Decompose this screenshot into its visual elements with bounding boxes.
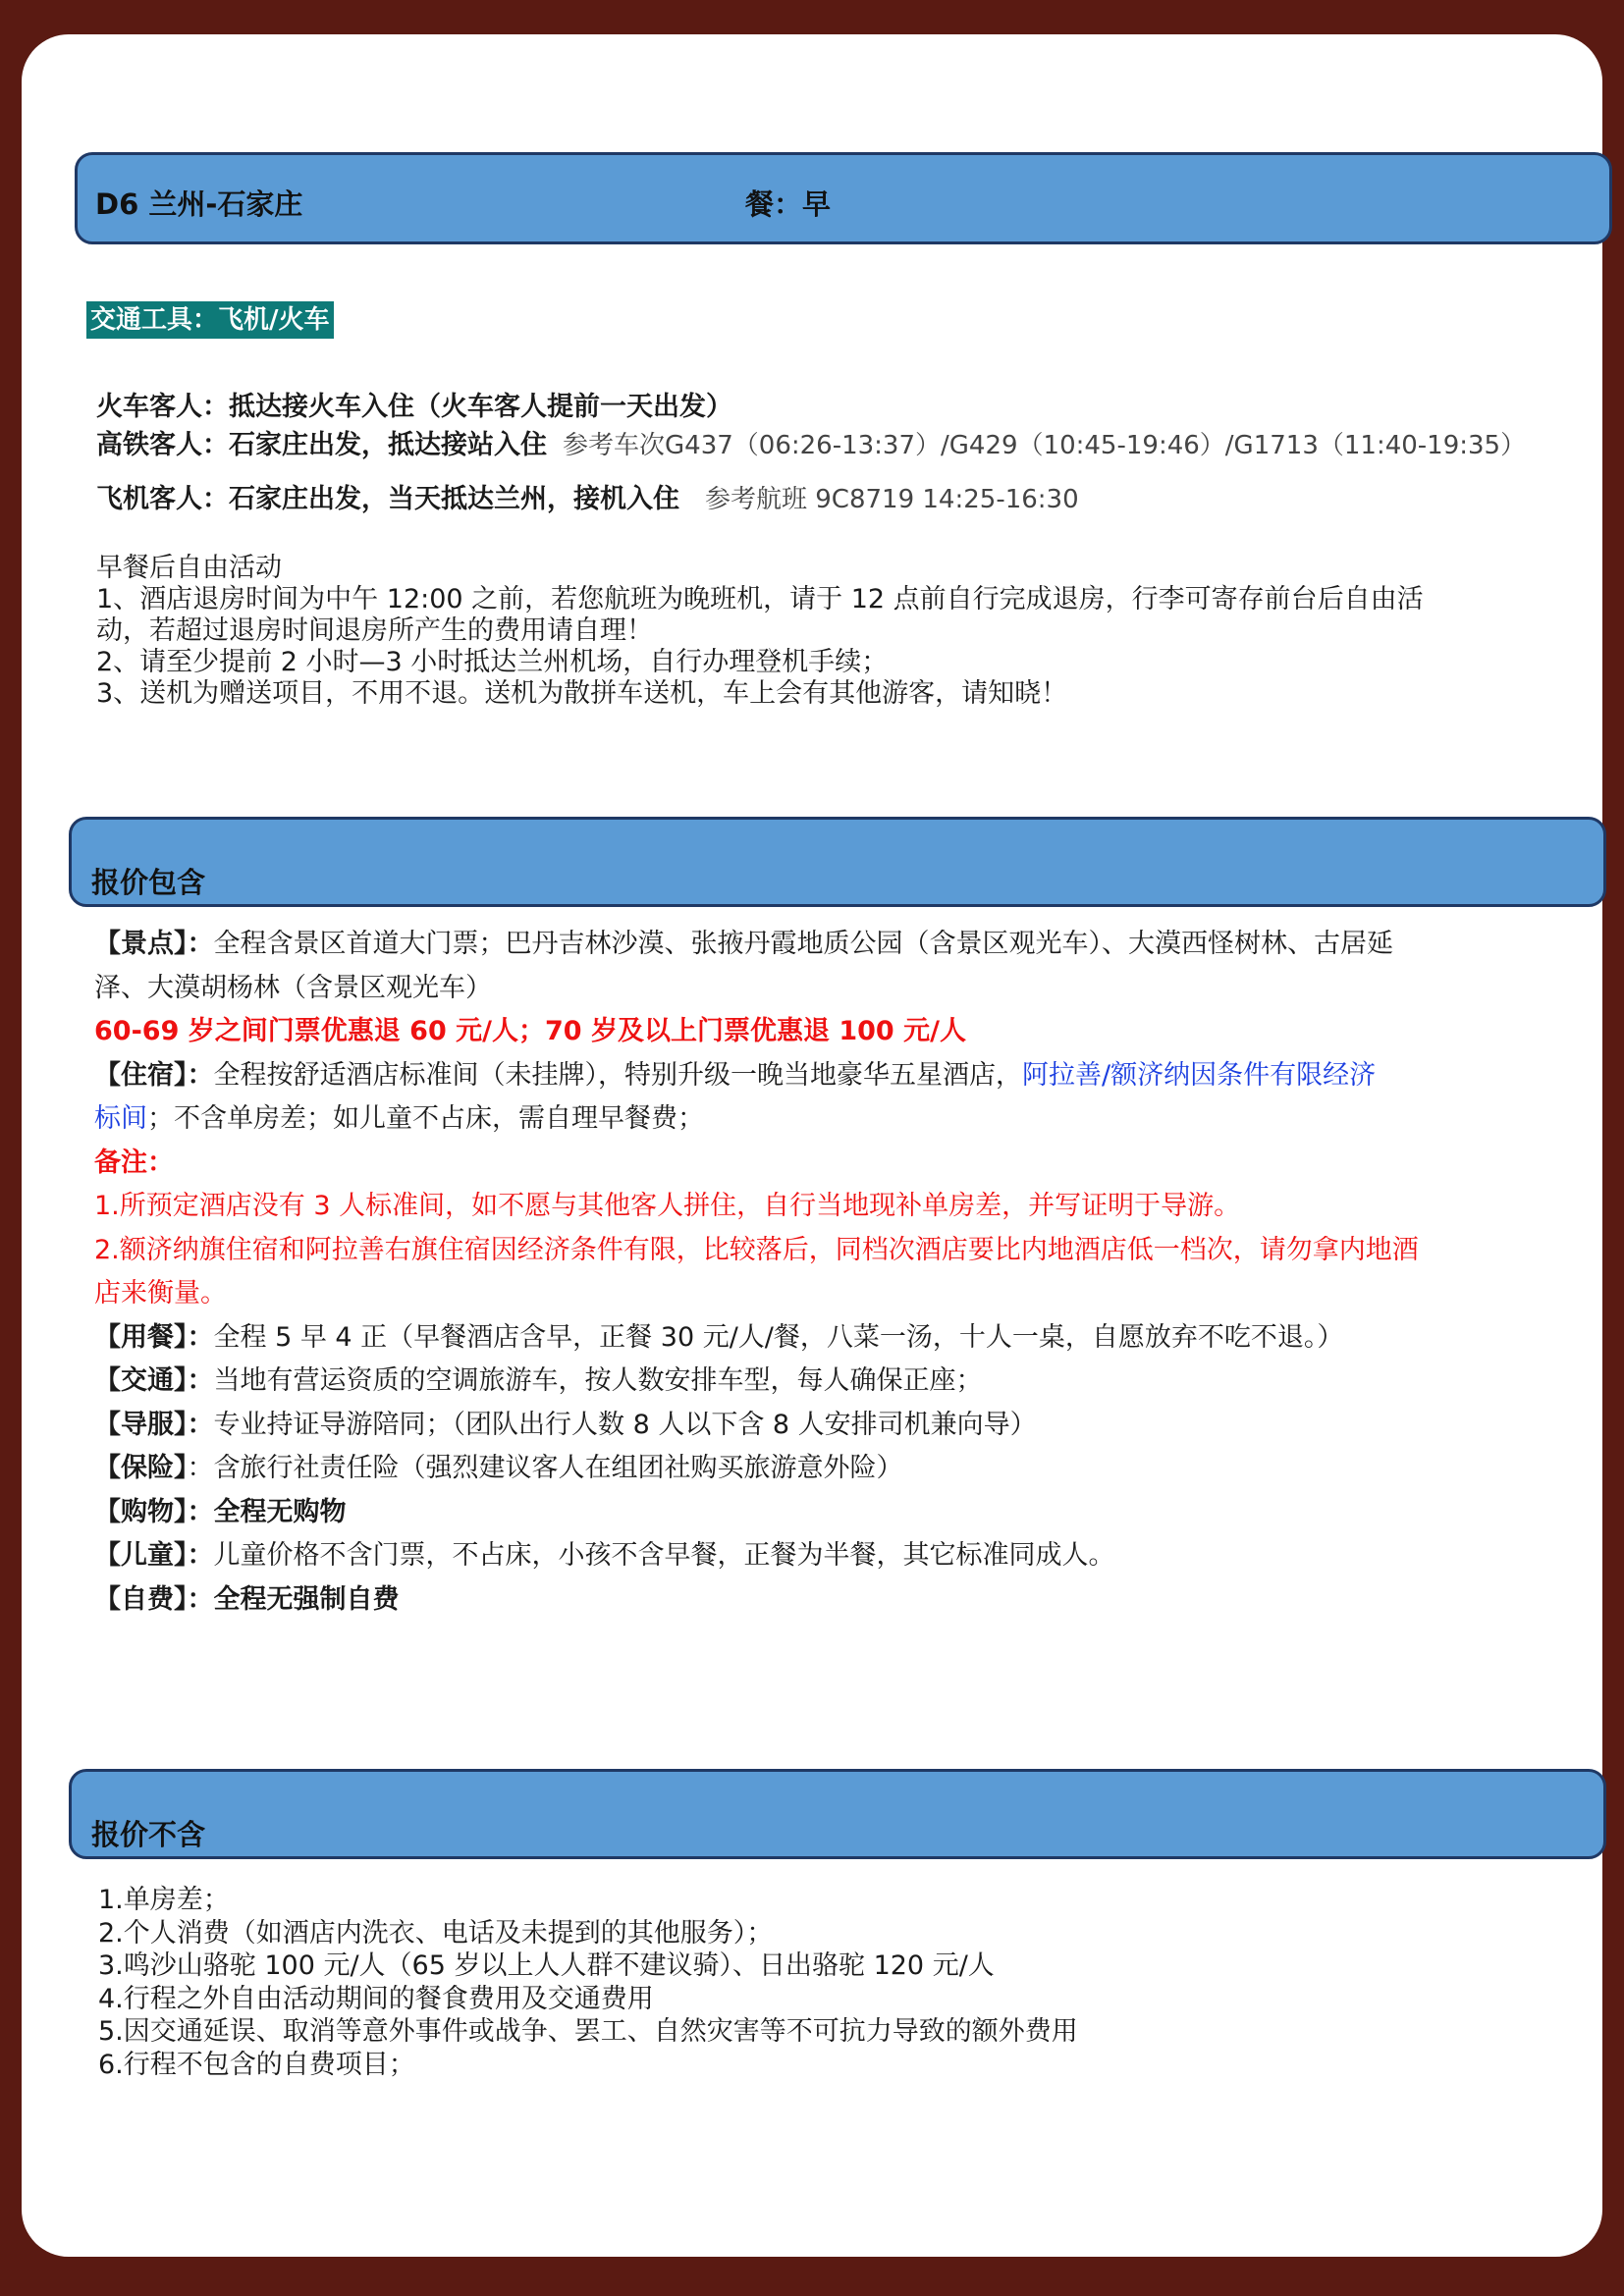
item-selfpay: 【自费】：全程无强制自费: [94, 1583, 400, 1615]
itinerary-page: [22, 34, 1602, 2257]
day-note: 2、请至少提前 2 小时—3 小时抵达兰州机场，自行办理登机手续；: [96, 647, 889, 677]
day-note: 3、送机为赠送项目，不用不退。送机为散拼车送机，车上会有其他游客，请知晓！: [96, 678, 1068, 709]
excludes-title: 报价不含: [91, 1818, 206, 1851]
exclude-item: 1.单房差；: [98, 1885, 230, 1915]
remark-2a: 2.额济纳旗住宿和阿拉善右旗住宿因经济条件有限，比较落后，同档次酒店要比内地酒店低一档次，请勿拿内地酒: [94, 1234, 1419, 1265]
exclude-item: 3.鸣沙山骆驼 100 元/人（65 岁以上人人群不建议骑）、日出骆驼 120 元/人: [98, 1950, 995, 1981]
scenic-line-1: 【景点】：全程含景区首道大门票；巴丹吉林沙漠、张掖丹霞地质公园（含景区观光车）、大漠西怪树林、古居延: [94, 929, 1393, 959]
transport-tag: 交通工具：飞机/火车: [86, 301, 334, 339]
discount-line: 60-69 岁之间门票优惠退 60 元/人；70 岁及以上门票优惠退 100 元/人: [94, 1016, 966, 1046]
excludes-section: [98, 1884, 1078, 2081]
includes-title: 报价包含: [91, 866, 206, 899]
item-transport: 【交通】：当地有营运资质的空调旅游车，按人数安排车型，每人确保正座；: [94, 1365, 983, 1396]
meal-label: 餐：早: [745, 187, 832, 221]
excludes-banner: [69, 1769, 1606, 1859]
lodging-line-2: 标间；不含单房差；如儿童不占床，需自理早餐费；: [94, 1103, 704, 1134]
lodging-line-1: 【住宿】：全程按舒适酒店标准间（未挂牌），特别升级一晚当地豪华五星酒店，阿拉善/额济纳因条件有限经济: [94, 1059, 1377, 1091]
day-note: 早餐后自由活动: [96, 553, 282, 583]
day-banner: [75, 152, 1612, 244]
highspeed-guest-line: 高铁客人：石家庄出发，抵达接站入住 参考车次G437（06:26-13:37）/G429（10:45-19:46）/G1713（11:40-19:35）: [96, 430, 1527, 460]
remark-1: 1.所预定酒店没有 3 人标准间，如不愿与其他客人拼住，自行当地现补单房差，并写证明于导游。: [94, 1191, 1241, 1221]
scenic-line-2: 泽、大漠胡杨林（含景区观光车）: [94, 972, 492, 1003]
day-title: D6 兰州-石家庄: [95, 187, 303, 221]
day-note: 动，若超过退房时间退房所产生的费用请自理！: [96, 615, 653, 646]
exclude-item: 4.行程之外自由活动期间的餐食费用及交通费用: [98, 1983, 654, 2014]
remark-2b: 店来衡量。: [94, 1278, 227, 1308]
day-note: 1、酒店退房时间为中午 12:00 之前，若您航班为晚班机，请于 12 点前自行完成退房，行李可寄存前台后自由活: [96, 584, 1424, 614]
item-children: 【儿童】：儿童价格不含门票，不占床，小孩不含早餐，正餐为半餐，其它标准同成人。: [94, 1540, 1115, 1571]
includes-section: [94, 923, 1419, 1622]
item-insurance: 【保险】：含旅行社责任险（强烈建议客人在组团社购买旅游意外险）: [94, 1453, 903, 1483]
flight-guest-line: 飞机客人：石家庄出发，当天抵达兰州，接机入住 参考航班 9C8719 14:25-16:30: [96, 484, 1079, 514]
train-guest-line: 火车客人：抵达接火车入住（火车客人提前一天出发）: [96, 392, 732, 422]
exclude-item: 5.因交通延误、取消等意外事件或战争、罢工、自然灾害等不可抗力导致的额外费用: [98, 2016, 1078, 2047]
item-guide: 【导服】：专业持证导游陪同；（团队出行人数 8 人以下含 8 人安排司机兼向导）: [94, 1409, 1037, 1440]
item-meals: 【用餐】：全程 5 早 4 正（早餐酒店含早，正餐 30 元/人/餐，八菜一汤，十人一桌，自愿放弃不吃不退。）: [94, 1321, 1344, 1353]
exclude-item: 6.行程不包含的自费项目；: [98, 2049, 415, 2080]
remark-label: 备注：: [94, 1147, 174, 1178]
day-notes: [96, 553, 1424, 710]
exclude-item: 2.个人消费（如酒店内洗衣、电话及未提到的其他服务）；: [98, 1917, 774, 1949]
includes-banner: [69, 817, 1606, 907]
item-shopping: 【购物】：全程无购物: [94, 1496, 347, 1527]
